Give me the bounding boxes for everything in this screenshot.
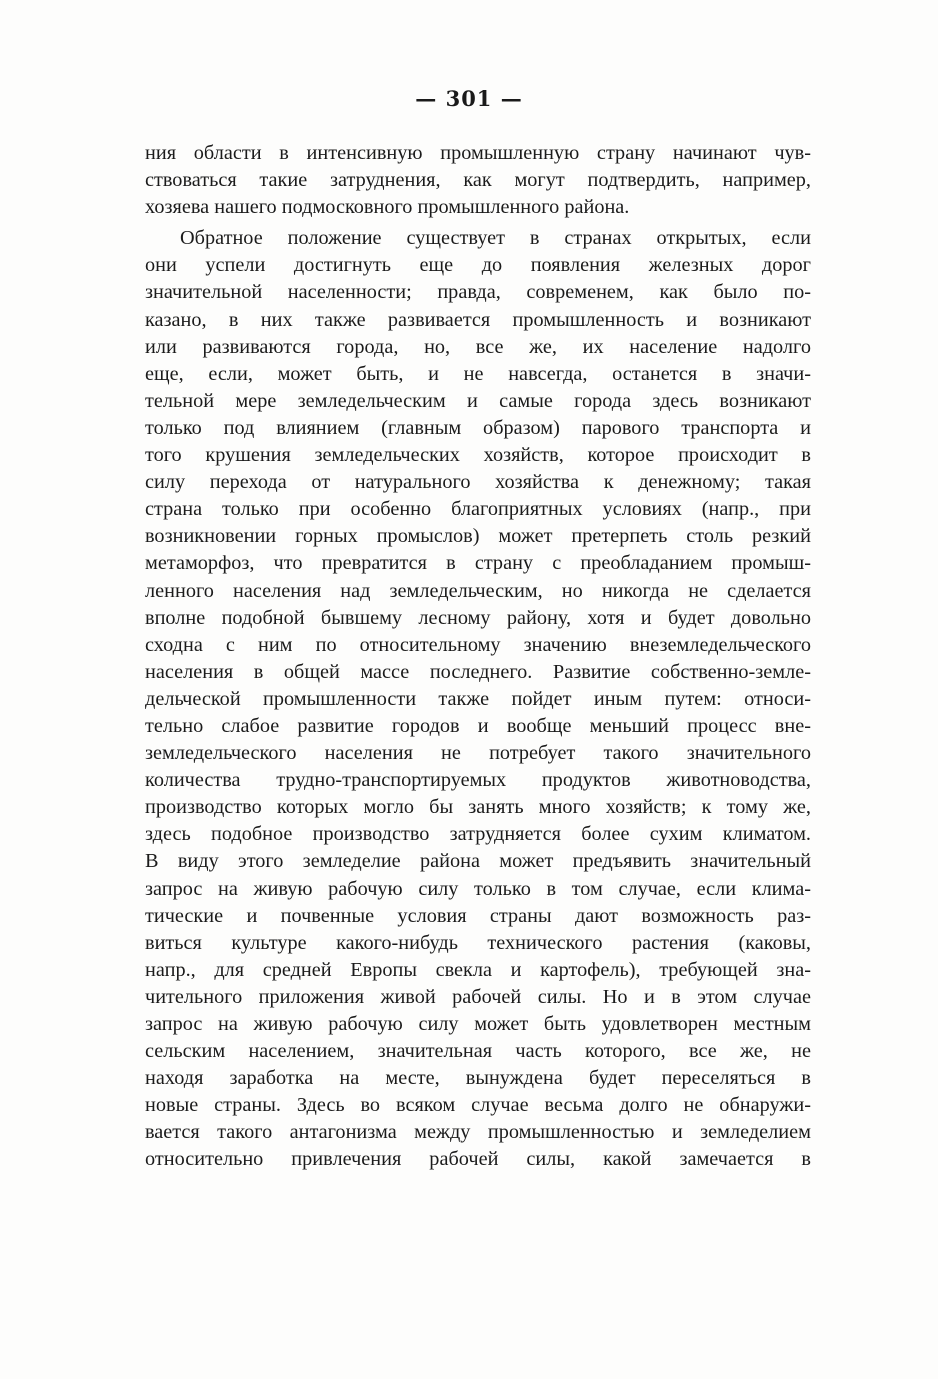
text-line: они успели достигнуть еще до появления железных дорог bbox=[145, 254, 811, 277]
text-line: относительно привлечения рабочей силы, какой замечается в bbox=[145, 1148, 811, 1171]
text-line: здесь подобное производство затрудняется более сухим климатом. bbox=[145, 823, 811, 846]
text-line: земледельческого населения не потребует такого значительного bbox=[145, 742, 811, 765]
text-line: или развиваются города, но, все же, их население надолго bbox=[145, 335, 811, 358]
text-line: дельческой промышленности также пойдет иным путем: относи- bbox=[145, 687, 811, 710]
text-line: хозяева нашего подмосковного промышленного района. bbox=[145, 196, 630, 219]
text-line: тельной мере земледельческим и самые города здесь возникают bbox=[145, 389, 811, 412]
text-line: того крушения земледельческих хозяйств, которое происходит в bbox=[145, 444, 811, 467]
text-line: населения в общей массе последнего. Развитие собственно-земле- bbox=[145, 660, 811, 683]
text-line: только под влиянием (главным образом) парового транспорта и bbox=[145, 416, 811, 439]
text-line: ния области в интенсивную промышленную страну начинают чув- bbox=[145, 142, 811, 164]
text-line: сходна с ним по относительному значению внеземледельческого bbox=[145, 633, 811, 656]
text-line: возникновении горных промыслов) может претерпеть столь резкий bbox=[145, 525, 811, 548]
text-line: силу перехода от натурального хозяйства к денежному; такая bbox=[145, 471, 811, 494]
text-line: В виду этого земледелие района может предъявить значительный bbox=[145, 850, 811, 873]
text-line: тические и почвенные условия страны дают возможность раз- bbox=[145, 904, 811, 927]
text-line: вается такого антагонизма между промышленностью и земледелием bbox=[145, 1121, 811, 1144]
text-line: Обратное положение существует в странах открытых, если bbox=[180, 227, 811, 250]
text-line: напр., для средней Европы свекла и картофель), требующей зна- bbox=[145, 958, 811, 981]
paragraph bbox=[145, 140, 811, 221]
paragraph bbox=[145, 225, 811, 1173]
text-line: вполне подобной бывшему лесному району, хотя и будет довольно bbox=[145, 606, 811, 629]
body-text bbox=[145, 140, 811, 1174]
text-line: ствоваться такие затруднения, как могут подтвердить, например, bbox=[145, 169, 811, 192]
text-line: тельно слабое развитие городов и вообще меньший процесс вне- bbox=[145, 714, 811, 737]
text-line: производство которых могло бы занять много хозяйств; к тому же, bbox=[145, 796, 811, 819]
text-line: чительного приложения живой рабочей силы. Но и в этом случае bbox=[145, 985, 811, 1008]
text-line: запрос на живую рабочую силу может быть удовлетворен местным bbox=[145, 1013, 811, 1035]
text-line: ленного населения над земледельческим, но никогда не сделается bbox=[145, 579, 811, 602]
text-line: новые страны. Здесь во всяком случае весьма долго не обнаружи- bbox=[145, 1094, 811, 1117]
page-number: — 301 — bbox=[415, 86, 523, 111]
text-line: количества трудно-транспортируемых продуктов животноводства, bbox=[145, 769, 811, 792]
text-line: казано, в них также развивается промышленность и возникают bbox=[145, 308, 811, 331]
text-line: находя заработка на месте, вынуждена будет переселяться в bbox=[145, 1067, 811, 1090]
text-line: метаморфоз, что превратится в страну с преобладанием промыш- bbox=[145, 552, 811, 575]
text-line: виться культуре какого-нибудь технического растения (каковы, bbox=[145, 931, 811, 954]
text-line: сельским населением, значительная часть которого, все же, не bbox=[145, 1040, 811, 1063]
text-line: еще, если, может быть, и не навсегда, останется в значи- bbox=[145, 362, 811, 385]
text-line: значительной населенности; правда, современем, как было по- bbox=[145, 281, 811, 304]
text-line: страна только при особенно благоприятных условиях (напр., при bbox=[145, 498, 811, 521]
text-line: запрос на живую рабочую силу только в том случае, если клима- bbox=[145, 877, 811, 900]
